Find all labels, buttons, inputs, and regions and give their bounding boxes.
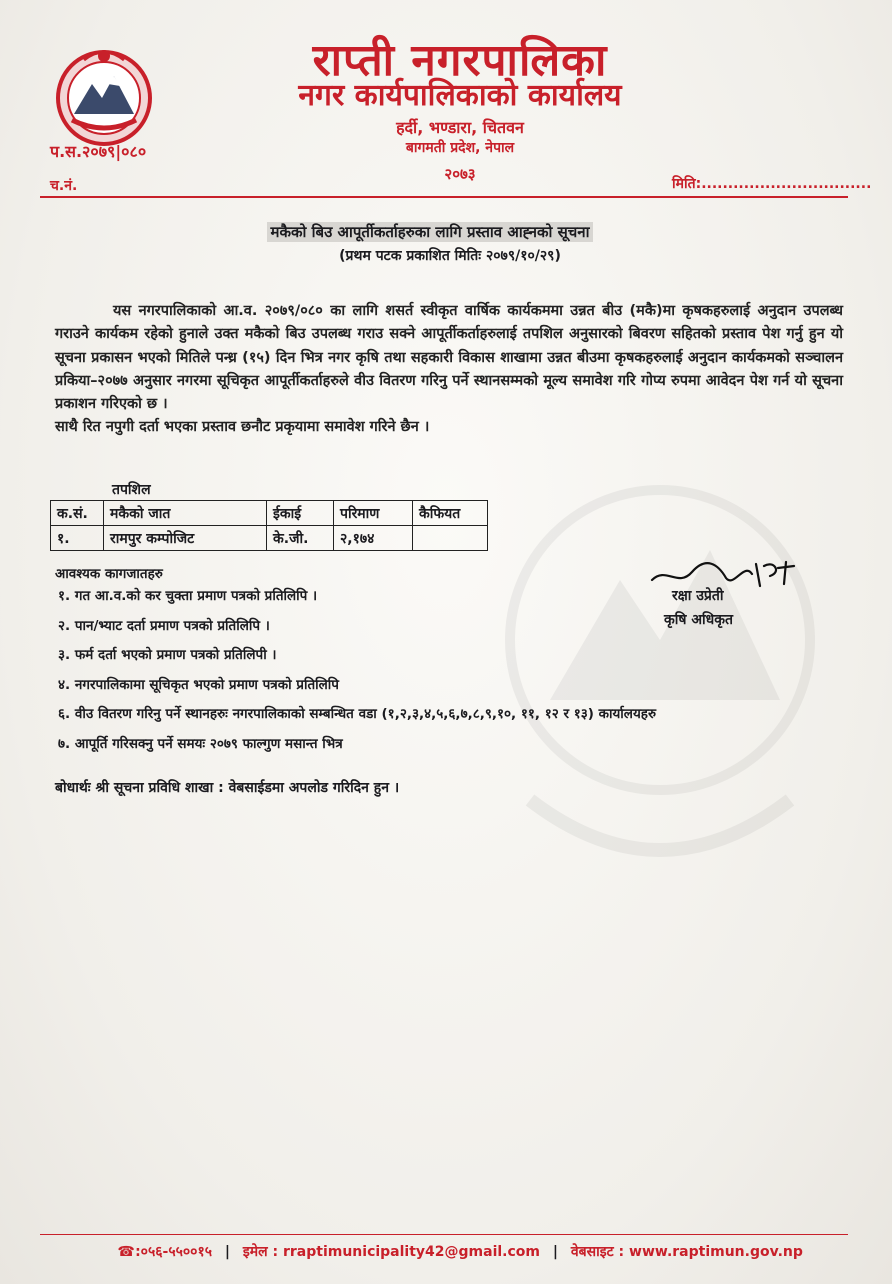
list-item: ७. आपूर्ति गरिसक्नु पर्ने समयः २०७९ फाल्गुण मसान्त भित्र — [58, 735, 343, 752]
nepal-emblem-logo — [48, 40, 160, 152]
address-line-1: हर्दी, भण्डारा, चितवन — [396, 118, 524, 137]
list-item: १. गत आ.व.को कर चुक्ता प्रमाण पत्रको प्रतिलिपि । — [58, 588, 318, 604]
documents-heading: आवश्यक कागजातहरु — [55, 566, 163, 582]
table-caption: तपशिल — [112, 482, 151, 498]
dispatch-number: च.नं. — [50, 178, 78, 194]
signatory-name: रक्षा उप्रेती — [672, 588, 724, 604]
footer-phone: :०५६-५५००१५ — [135, 1244, 213, 1260]
notice-published-date: (प्रथम पटक प्रकाशित मितिः २०७९/१०/२९) — [339, 248, 561, 264]
notice-body — [55, 300, 843, 440]
list-item: ४. नगरपालिकामा सूचिकृत भएको प्रमाण पत्रको प्रतिलिपि — [58, 676, 339, 693]
established-year: २०७३ — [444, 165, 476, 183]
signatory-title: कृषि अधिकृत — [664, 612, 734, 628]
list-item: ६. वीउ वितरण गरिनु पर्ने स्थानहरुः नगरपालिकाको सम्बन्धित वडा (१,२,३,४,५,६,७,८,९,१०, ११, १२ र १३) कार्यालयहरु — [58, 706, 657, 722]
notice-body-note: साथै रित नपुगी दर्ता भएका प्रस्ताव छनौट प्रकृयामा समावेश गरिने छैन । — [55, 419, 430, 436]
phone-icon: ☎ — [117, 1244, 135, 1260]
footer-email: इमेल : rraptimunicipality42@gmail.com — [242, 1244, 541, 1260]
col-unit-header: ईकाई — [267, 501, 334, 526]
table-row — [51, 526, 488, 551]
col-serial-header: क.सं. — [51, 501, 104, 526]
cell-remarks — [413, 526, 488, 551]
office-name: नगर कार्यपालिकाको कार्यालय — [298, 78, 622, 113]
list-item: २. पान/भ्याट दर्ता प्रमाण पत्रको प्रतिलिपि । — [58, 617, 270, 634]
municipality-name: राप्ती नगरपालिका — [312, 35, 608, 86]
table-header-row — [51, 501, 488, 526]
contact-footer — [90, 1242, 830, 1261]
list-item: ३. फर्म दर्ता भएको प्रमाण पत्रको प्रतिलिपी । — [58, 647, 277, 663]
letter-number: प.स.२०७९|०८० — [50, 142, 147, 161]
cc-footnote: बोधार्थः श्री सूचना प्रविधि शाखा : वेबसाईडमा अपलोड गरिदिन हुन । — [55, 780, 400, 796]
footer-divider — [40, 1234, 848, 1235]
footer-website: वेबसाइट : www.raptimun.gov.np — [570, 1244, 803, 1260]
col-remarks-header: कैफियत — [413, 501, 488, 526]
footer-separator: | — [224, 1244, 231, 1260]
notice-title — [220, 222, 640, 242]
cell-unit: के.जी. — [267, 526, 334, 551]
date-field: मिति:................................ — [672, 176, 872, 192]
footer-separator: | — [552, 1244, 559, 1260]
cell-serial: १. — [51, 526, 104, 551]
col-variety-header: मकैको जात — [104, 501, 267, 526]
header-divider — [40, 196, 848, 198]
address-line-2: बागमती प्रदेश, नेपाल — [405, 140, 515, 156]
cell-variety: रामपुर कम्पोजिट — [104, 526, 267, 551]
items-table — [50, 500, 488, 551]
notice-title-text: मकैको बिउ आपूर्तीकर्ताहरुका लागि प्रस्ताव आह्‍नको सूचना — [267, 222, 594, 242]
notice-body-paragraph: यस नगरपालिकाको आ.व. २०७९/०८० का लागि शसर्त स्वीकृत वार्षिक कार्यकममा उन्नत बीउ (मकै)मा कृषकहरुलाई अनुदान उपलब्ध गराउने कार्यकम रहेको हुनाले उक्त मकैको बिउ उपलब्ध गराउ सक्ने आपूर्तीकर्ताहरुलाई तपशिल अनुसारको बिवरण सहितको प्रस्ताव पेश गर्नु हुन यो सूचना प्रकासन भएको मितिले पन्ध्र (१५) दिन भित्र नगर कृषि तथा सहकारी विकास शाखामा उन्नत बीउमा कृषकहरुलाई अनुदान कार्यकमको सञ्चालन प्रकिया–२०७७ अनुसार नगरमा सूचिकृत आपूर्तीकर्ताहरुले वीउ वितरण गरिनु पर्ने स्थानसम्मको मूल्य समावेश गरि गोप्य रुपमा आवेदन पेश गर्न यो सूचना प्रकाशन गरिएको छ । — [55, 303, 843, 413]
cell-quantity: २,१७४ — [334, 526, 413, 551]
col-quantity-header: परिमाण — [334, 501, 413, 526]
